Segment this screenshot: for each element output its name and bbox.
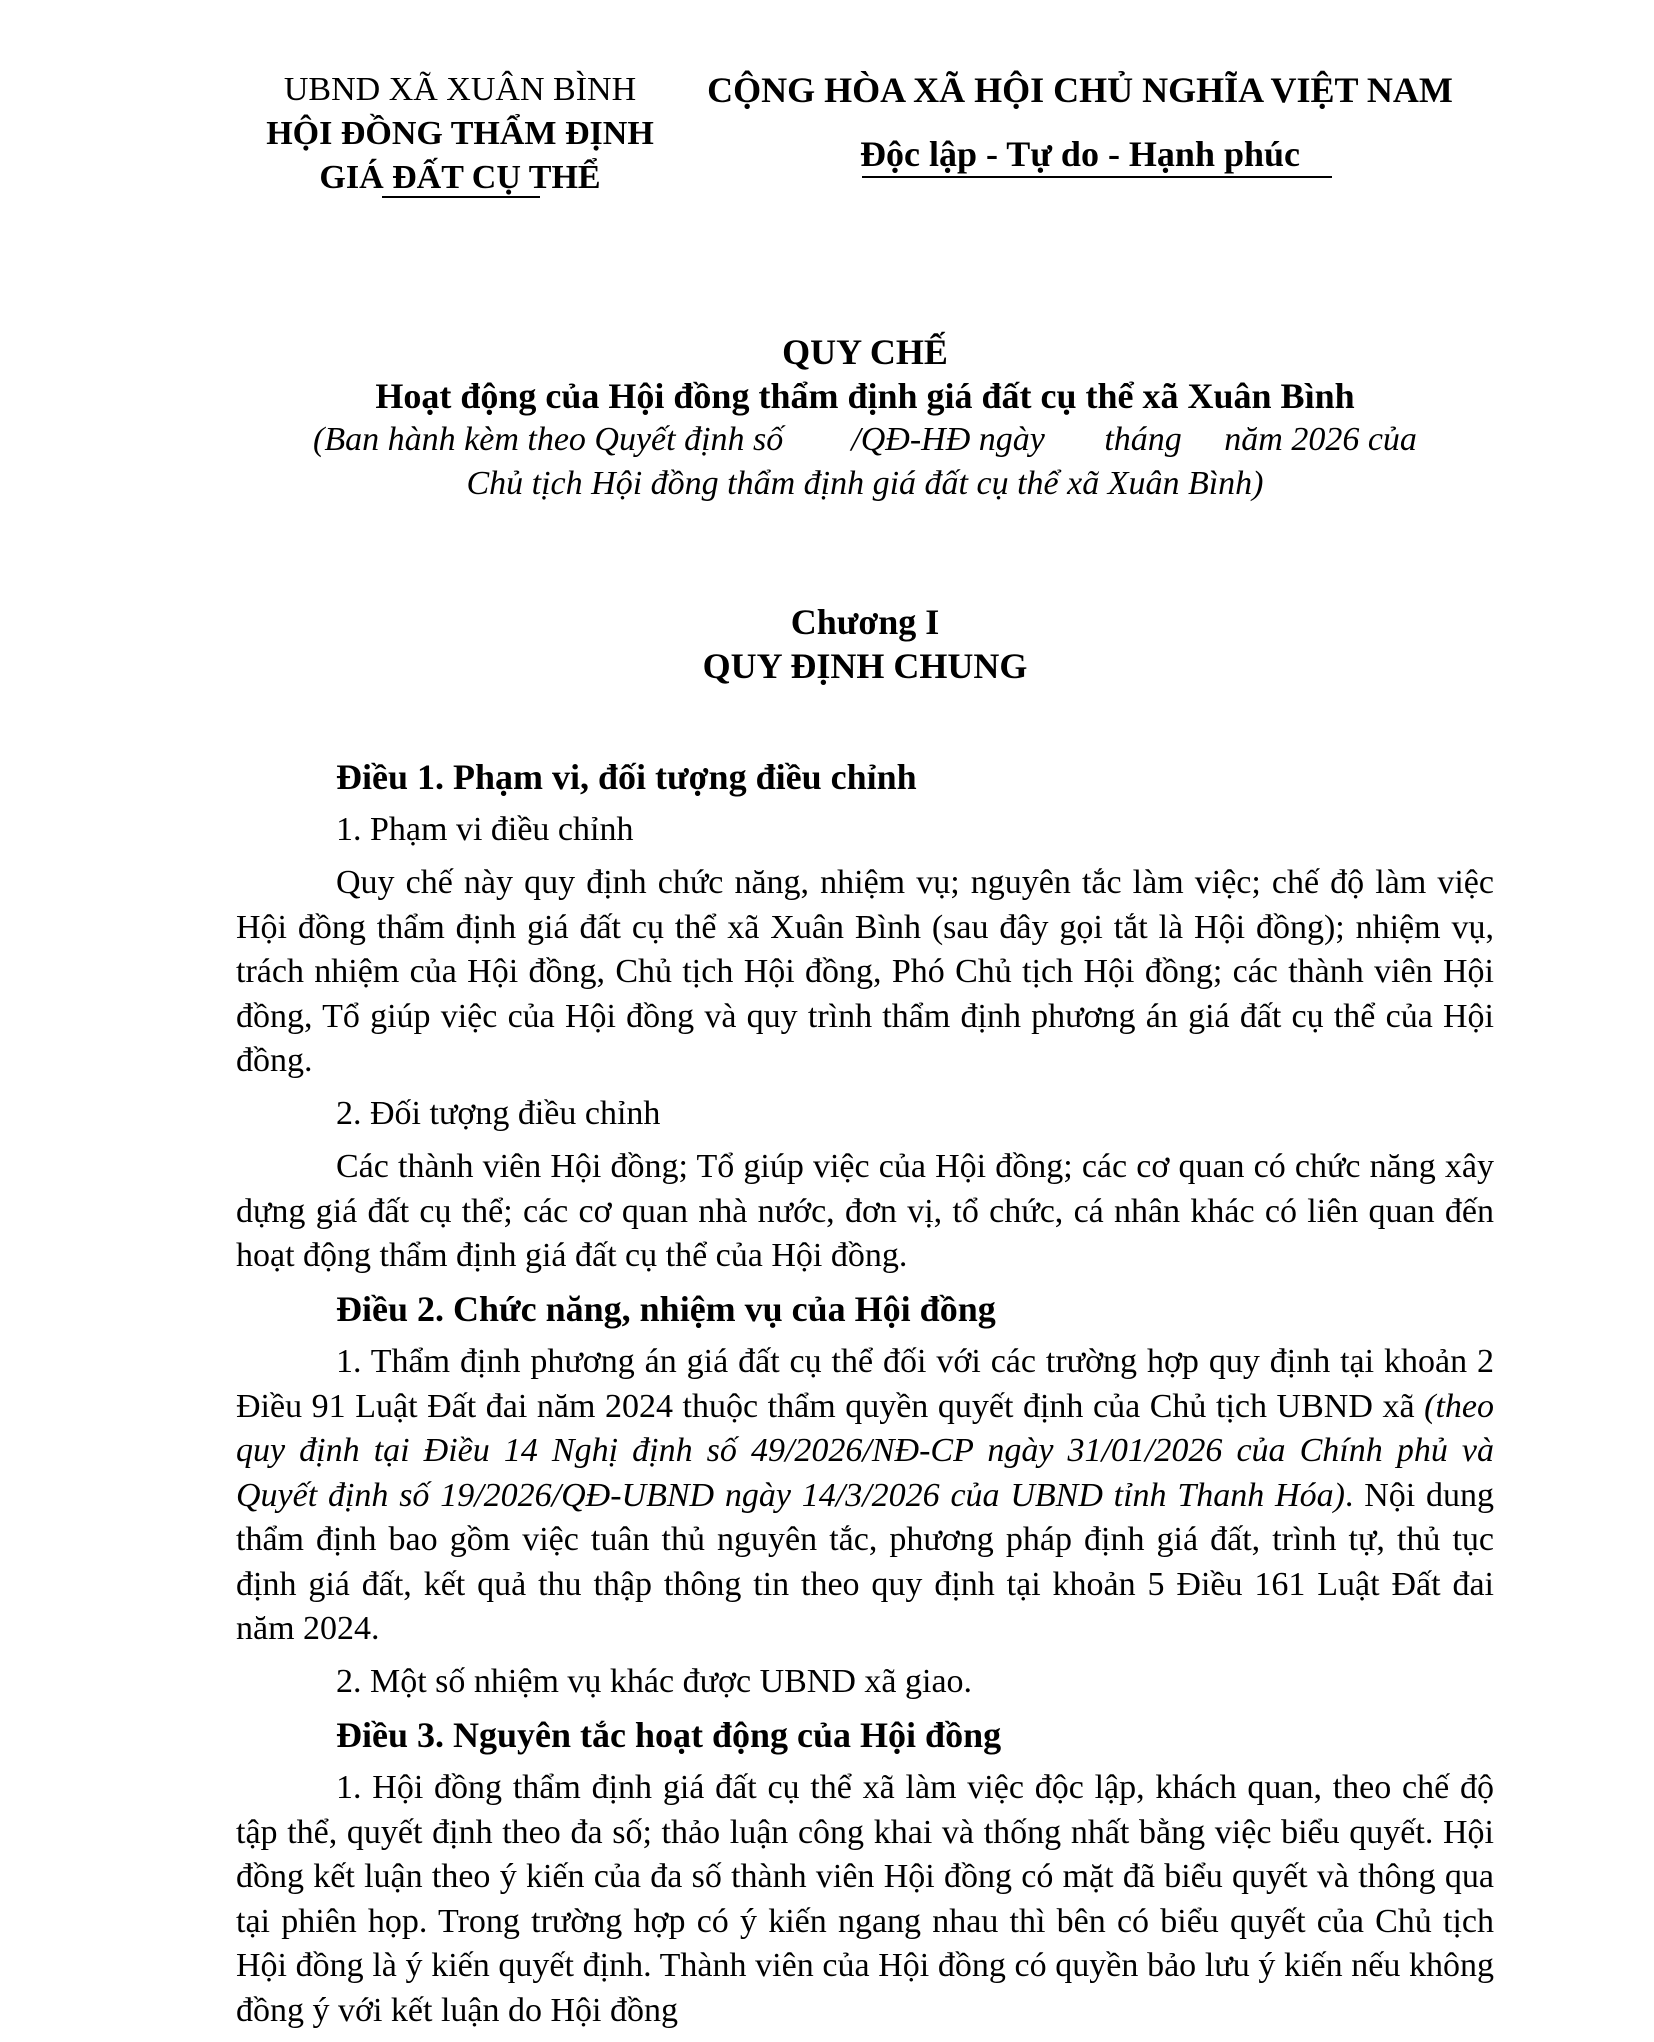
issuance-note-line-2: Chủ tịch Hội đồng thẩm định giá đất cụ thể xã Xuân Bình) bbox=[466, 465, 1264, 502]
document-body bbox=[236, 755, 1494, 2042]
clause-text: 1. Thẩm định phương án giá đất cụ thể đối với các trường hợp quy định tại khoản 2 Điều 91 Luật Đất đai năm 2024 thuộc thẩm quyền quyết định của Chủ tịch UBND xã bbox=[236, 1343, 1494, 1425]
article-1-paragraph: Quy chế này quy định chức năng, nhiệm vụ; nguyên tắc làm việc; chế độ làm việc Hội đồng thẩm định giá đất cụ thể xã Xuân Bình (sau đây gọi tắt là Hội đồng); nhiệm vụ, trách nhiệm của Hội đồng, Chủ tịch Hội đồng, Phó Chủ tịch Hội đồng; các thành viên Hội đồng, Tổ giúp việc của Hội đồng và quy trình thẩm định phương án giá đất cụ thể của Hội đồng. bbox=[236, 864, 1494, 1079]
article-3-clause-1: 1. Hội đồng thẩm định giá đất cụ thể xã làm việc độc lập, khách quan, theo chế độ tập thể, quyết định theo đa số; thảo luận công khai và thống nhất bằng việc biểu quyết. Hội đồng kết luận theo ý kiến của đa số thành viên Hội đồng có mặt đã biểu quyết và thông qua tại phiên họp. Trong trường hợp có ý kiến ngang nhau thì bên có biểu quyết của Chủ tịch Hội đồng là ý kiến quyết định. Thành viên của Hội đồng có quyền bảo lưu ý kiến nếu không đồng ý với kết luận do Hội đồng bbox=[236, 1769, 1494, 2029]
document-title: QUY CHẾ bbox=[782, 332, 948, 372]
article-2-clause-2: 2. Một số nhiệm vụ khác được UBND xã giao. bbox=[336, 1663, 973, 1700]
agency-underline bbox=[382, 196, 540, 198]
article-1-paragraph: Các thành viên Hội đồng; Tổ giúp việc của Hội đồng; các cơ quan có chức năng xây dựng giá đất cụ thể; các cơ quan nhà nước, đơn vị, tổ chức, cá nhân khác có liên quan đến hoạt động thẩm định giá đất cụ thể của Hội đồng. bbox=[236, 1148, 1494, 1274]
agency-line-1: UBND XÃ XUÂN BÌNH bbox=[283, 71, 637, 108]
issuing-agency-block bbox=[230, 68, 690, 200]
article-3-heading: Điều 3. Nguyên tắc hoạt động của Hội đồng bbox=[336, 1715, 1002, 1755]
document-subtitle: Hoạt động của Hội đồng thẩm định giá đất cụ thể xã Xuân Bình bbox=[375, 376, 1355, 416]
article-1-clause-2: 2. Đối tượng điều chỉnh bbox=[336, 1095, 661, 1132]
motto-underline bbox=[862, 176, 1332, 178]
national-motto-block bbox=[700, 68, 1460, 176]
article-2-heading: Điều 2. Chức năng, nhiệm vụ của Hội đồng bbox=[336, 1289, 996, 1329]
motto: Độc lập - Tự do - Hạnh phúc bbox=[859, 134, 1301, 174]
clause-text: . Nội dung thẩm định bao gồm việc tuân thủ nguyên tắc, phương pháp định giá đất, trình tự, thủ tục định giá đất, kết quả thu thập thông tin theo quy định tại khoản 5 Điều 161 Luật Đất đai năm 2024. bbox=[236, 1476, 1494, 1647]
agency-line-2: HỘI ĐỒNG THẨM ĐỊNH bbox=[266, 115, 654, 152]
issuance-note-line-1: (Ban hành kèm theo Quyết định số /QĐ-HĐ ngày tháng năm 2026 của bbox=[313, 421, 1417, 458]
country-name: CỘNG HÒA XÃ HỘI CHỦ NGHĨA VIỆT NAM bbox=[707, 70, 1453, 110]
chapter-name: QUY ĐỊNH CHUNG bbox=[702, 646, 1028, 686]
article-2-clause-1 bbox=[236, 1340, 1494, 1652]
chapter-heading bbox=[230, 600, 1500, 688]
document-title-block bbox=[230, 330, 1500, 506]
article-1-clause-1: 1. Phạm vi điều chỉnh bbox=[336, 811, 634, 848]
agency-line-3: GIÁ ĐẤT CỤ THỂ bbox=[319, 159, 601, 196]
article-1-heading: Điều 1. Phạm vi, đối tượng điều chỉnh bbox=[336, 757, 917, 797]
legal-reference: (theo quy định tại Điều 14 Nghị định số 49/2026/NĐ-CP ngày 31/01/2026 của Chính phủ và Quyết định số 19/2026/QĐ-UBND ngày 14/3/2026 của UBND tỉnh Thanh Hóa) bbox=[236, 1387, 1494, 1514]
chapter-number: Chương I bbox=[790, 602, 940, 642]
